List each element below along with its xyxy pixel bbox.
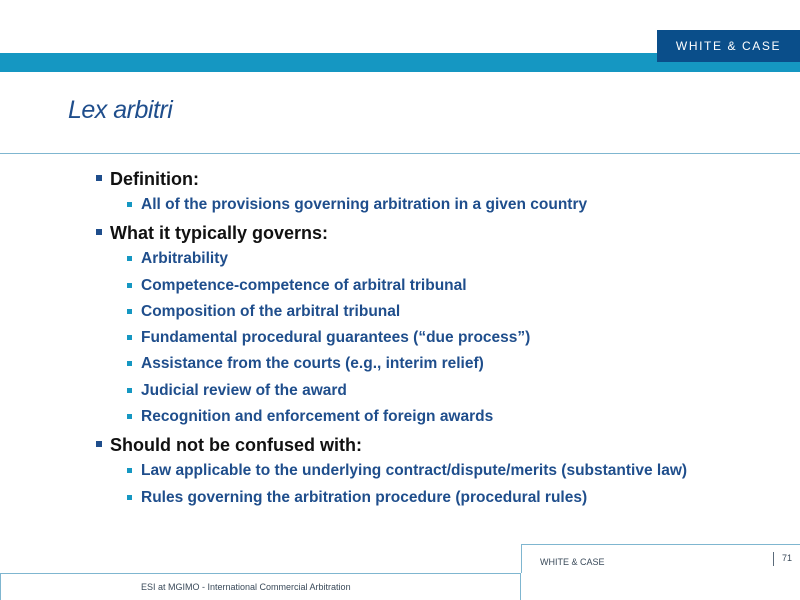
square-bullet-icon [127,414,132,419]
list-item-text: All of the provisions governing arbitration in a given country [141,196,588,213]
list-item [96,192,786,218]
list-item [96,378,786,404]
slide-content [96,164,786,511]
section-heading [96,166,786,192]
footer-caption: ESI at MGIMO - International Commercial Arbitration [141,582,351,592]
section-heading [96,220,786,246]
list-item-text: Composition of the arbitral tribunal [141,302,401,320]
list-item [96,246,786,272]
list-item [96,325,786,351]
white-case-logo [657,30,800,62]
logo-text: WHITE & CASE [675,39,782,53]
square-bullet-icon [127,468,132,473]
square-bullet-icon [127,361,132,366]
square-bullet-icon [96,175,102,181]
square-bullet-icon [127,495,132,500]
list-item-text: Fundamental procedural guarantees (“due process”) [141,329,531,347]
list-item-text: Arbitrability [141,250,228,268]
square-bullet-icon [96,229,102,235]
list-item [96,273,786,299]
footer-separator [773,552,774,566]
list-item-text: Rules governing the arbitration procedure (procedural rules) [141,488,588,506]
section-heading-text: What it typically governs: [110,223,329,244]
square-bullet-icon [127,335,132,340]
list-item-text: Assistance from the courts (e.g., interim relief) [141,355,484,373]
slide-title: Lex arbitri [68,96,173,124]
list-item-text: Law applicable to the underlying contract/dispute/merits (substantive law) [141,462,688,480]
square-bullet-icon [127,256,132,261]
square-bullet-icon [127,388,132,393]
list-item [96,299,786,325]
square-bullet-icon [127,283,132,288]
section-heading-text: Should not be confused with: [110,435,362,456]
square-bullet-icon [127,309,132,314]
square-bullet-icon [96,441,102,447]
list-item-text: Competence-competence of arbitral tribunal [141,276,467,294]
square-bullet-icon [127,202,132,207]
list-item [96,404,786,430]
list-item-text: Recognition and enforcement of foreign awards [141,408,494,426]
list-item-text: Judicial review of the award [141,381,347,399]
list-item [96,458,786,484]
title-divider [0,153,800,154]
footer-brand-box [521,544,800,573]
section-heading-text: Definition: [110,169,199,189]
list-item [96,351,786,377]
page-number: 71 [782,553,793,563]
footer-brand: WHITE & CASE [540,557,605,567]
section-heading [96,432,786,458]
list-item [96,485,786,511]
footer-caption-box [0,573,521,600]
